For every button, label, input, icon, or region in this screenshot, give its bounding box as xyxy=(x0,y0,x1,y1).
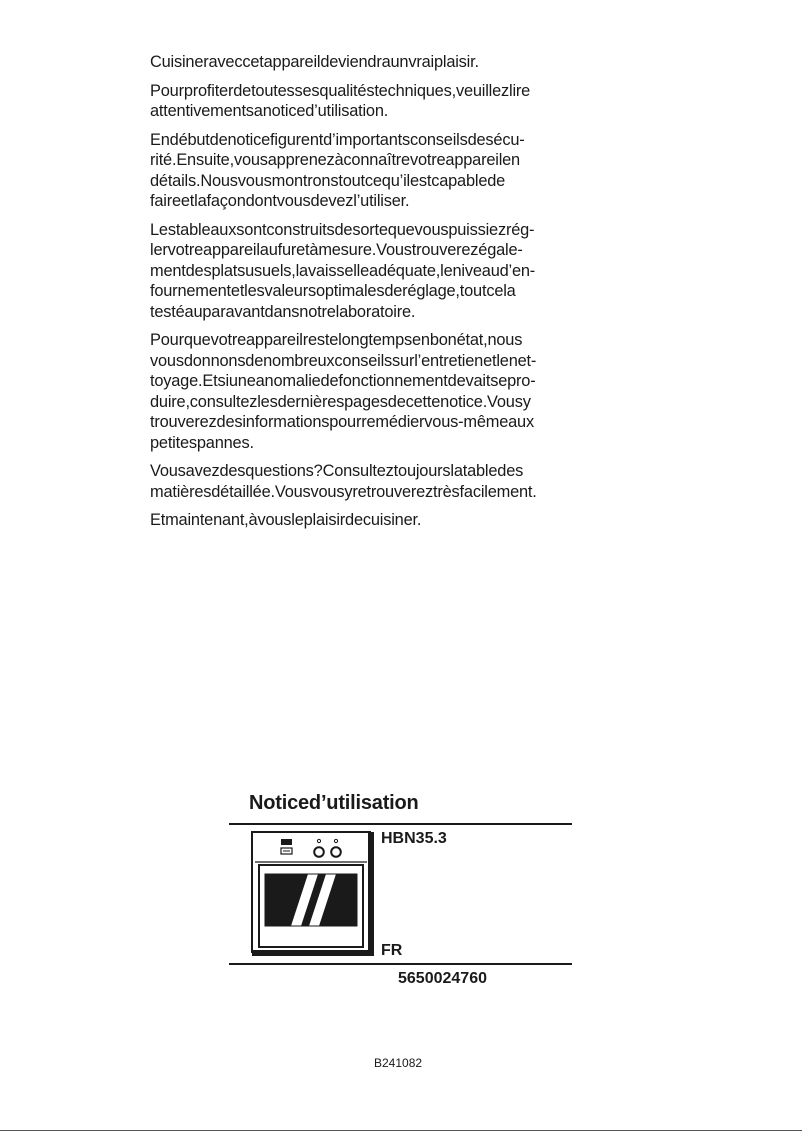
cover-title: Noticed’utilisation xyxy=(249,792,419,814)
intro-paragraph-1: Cuisineraveccetappareildeviendraunvraiplaisir. xyxy=(150,53,479,71)
intro-paragraph-4: Lestableauxsontconstruitsdesortequevouspuissiezrég- lervotreappareilaufuretàmesure.Voustrouverezégale- mentdesplatsusuels,lavaisselleadéquate,leniveaud’en- fournementetlesvaleursoptimalesderéglage,toutcela testéauparavantdansnotrelaboratoire. xyxy=(150,220,536,321)
intro-paragraph-7: Etmaintenant,àvousleplaisirdecuisiner. xyxy=(150,511,422,529)
oven-illustration-icon xyxy=(251,831,375,957)
intro-text xyxy=(150,52,620,539)
language-code: FR xyxy=(381,942,403,959)
cover-rule-bottom xyxy=(229,963,572,965)
intro-paragraph-3: Endébutdenoticefigurentd’importantsconseilsdesécu- rité.Ensuite,vousapprenezàconnaîtrevotreappareilen détails.Nousvousmontronstoutcequ’ilestcapablede faireetlafaçondontvousdevezl’utiliser. xyxy=(150,130,525,210)
footer-reference-code: B241082 xyxy=(374,1056,423,1070)
intro-paragraph-6: Vousavezdesquestions?Consulteztoujourslatabledes matièresdétaillée.Vousvousyretrouvereztrèsfacilement. xyxy=(150,462,537,501)
part-number: 5650024760 xyxy=(398,970,487,987)
intro-paragraph-5: Pourquevotreappareilrestelongtempsenbonétat,nous vousdonnonsdenombreuxconseilssurl’entretienetlenet- toyage.Etsiuneanomaliedefonctionnementdevaitsepro- duire,consultezlesdernièrespagesdecettenotice.Vousy trouverezdesinformationspourremédiervous-mêmeaux petitespannes. xyxy=(150,331,537,452)
page-edge-line xyxy=(0,1130,802,1131)
model-number: HBN35.3 xyxy=(381,830,447,847)
cover-rule-top xyxy=(229,823,572,825)
intro-paragraph-2: Pourprofiterdetoutessesqualitéstechniques,veuillezlire attentivementsanoticed’utilisation. xyxy=(150,81,531,120)
